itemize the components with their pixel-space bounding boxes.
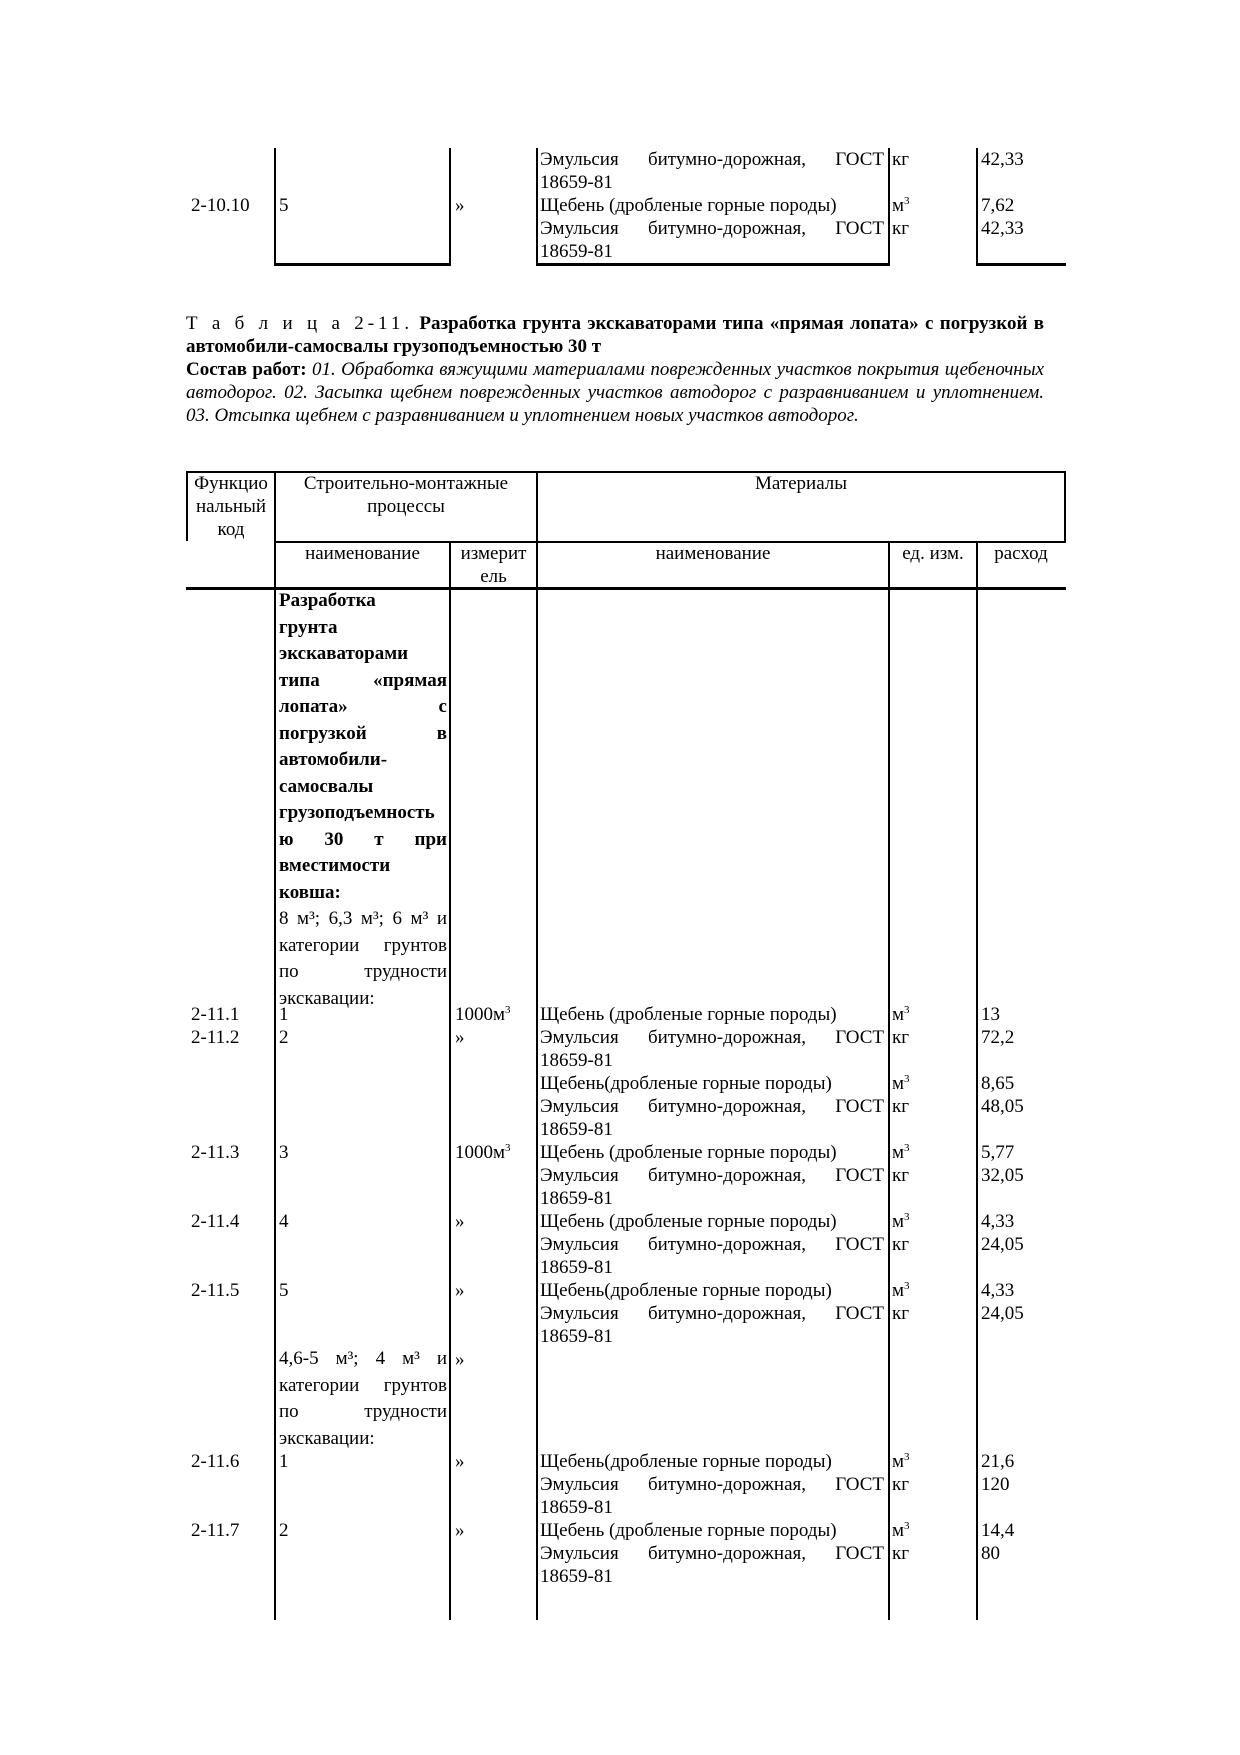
material-amount: 42,33: [981, 218, 1024, 239]
unit-text: м: [892, 1451, 905, 1472]
material-name: 18659-81: [540, 1119, 613, 1140]
divider: [274, 263, 451, 266]
divider: [888, 148, 890, 266]
header-materials: Материалы: [754, 473, 848, 494]
material-name: Щебень (дробленые горные породы): [540, 1211, 837, 1232]
header-text: нальный: [195, 496, 267, 517]
unit-sup: 3: [904, 1211, 910, 1223]
unit-text: 1000м: [455, 1004, 506, 1025]
unit-sup: 3: [904, 1520, 910, 1532]
process-value: 1: [279, 1451, 289, 1472]
section-title-line: автомобили-: [279, 749, 388, 770]
unit-text: м: [892, 1073, 905, 1094]
header-text: Функцио: [194, 473, 268, 494]
row-code: 2-11.6: [191, 1451, 240, 1472]
unit-value: »: [455, 1349, 465, 1370]
section-subtitle-line: экскавации:: [279, 1427, 375, 1449]
material-unit: кг: [892, 1543, 910, 1564]
unit-sup: 3: [505, 1142, 511, 1154]
section-subtitle: [279, 906, 447, 1012]
unit-sup: 3: [904, 1004, 910, 1016]
unit-text: м: [892, 1520, 905, 1541]
row-code: 2-11.7: [191, 1520, 240, 1541]
process-value: 2: [279, 1520, 289, 1541]
material-name: Эмульсия битумно-дорожная, ГОСТ: [540, 1234, 884, 1255]
section-title-line: ю 30 т при: [279, 828, 447, 850]
table-label: Т а б л и ц а 2-11.: [186, 313, 414, 334]
material-unit: кг: [892, 149, 910, 170]
unit-value: »: [455, 1280, 465, 1301]
material-amount: 24,05: [981, 1303, 1024, 1324]
material-name: 18659-81: [540, 1326, 613, 1347]
material-name: Щебень (дробленые горные породы): [540, 1142, 837, 1163]
section-subtitle: [279, 1346, 447, 1452]
material-amount: 8,65: [981, 1073, 1015, 1094]
material-name: Щебень(дробленые горные породы): [540, 1073, 832, 1094]
material-name: Щебень (дробленые горные породы): [540, 195, 837, 216]
row-code: 2-11.4: [191, 1211, 240, 1232]
material-name: 18659-81: [540, 1257, 613, 1278]
divider: [536, 148, 538, 266]
material-amount: 7,62: [981, 195, 1015, 216]
section-subtitle-line: экскавации:: [279, 987, 375, 1009]
section-title-line: погрузкой в: [279, 722, 447, 744]
header-proc-unit: [451, 542, 536, 588]
process-value: 2: [279, 1027, 289, 1048]
material-name: 18659-81: [540, 1188, 613, 1209]
header-text: ель: [480, 566, 507, 587]
material-name: 18659-81: [540, 241, 613, 262]
unit-text: м: [892, 1142, 905, 1163]
material-name: 18659-81: [540, 1566, 613, 1587]
material-name: Эмульсия битумно-дорожная, ГОСТ: [540, 149, 884, 170]
unit-value: »: [455, 1451, 465, 1472]
material-name: Эмульсия битумно-дорожная, ГОСТ: [540, 1474, 884, 1495]
material-amount: 21,6: [981, 1451, 1015, 1472]
material-name: Эмульсия битумно-дорожная, ГОСТ: [540, 218, 884, 239]
material-unit: кг: [892, 1165, 910, 1186]
section-subtitle-line: 8 м³; 6,3 м³; 6 м³ и: [279, 908, 447, 929]
unit-sup: 3: [904, 1280, 910, 1292]
material-amount: 24,05: [981, 1234, 1024, 1255]
material-name: Щебень (дробленые горные породы): [540, 1004, 837, 1025]
material-unit: [892, 1072, 910, 1095]
divider: [976, 263, 1066, 266]
unit-text: м: [892, 195, 905, 216]
material-unit: кг: [892, 218, 910, 239]
header-text: процессы: [367, 496, 445, 517]
section-title-line: самосвалы: [279, 775, 374, 797]
material-name: Эмульсия битумно-дорожная, ГОСТ: [540, 1027, 884, 1048]
unit-text: м: [892, 1004, 905, 1025]
material-unit: [892, 194, 910, 217]
divider: [274, 148, 276, 266]
process-value: 1: [279, 1004, 289, 1025]
material-unit: [892, 1210, 910, 1233]
material-unit: [892, 1003, 910, 1026]
unit-value: [455, 1003, 511, 1026]
unit-sup: 3: [904, 1142, 910, 1154]
material-amount: 4,33: [981, 1211, 1015, 1232]
row-code: 2-11.5: [191, 1280, 240, 1301]
material-name: 18659-81: [540, 1050, 613, 1071]
unit-value: »: [455, 1027, 465, 1048]
material-name: Эмульсия битумно-дорожная, ГОСТ: [540, 1096, 884, 1117]
material-amount: 120: [981, 1474, 1010, 1495]
unit-text: м: [892, 1280, 905, 1301]
material-amount: 80: [981, 1543, 1000, 1564]
unit-value: »: [455, 1211, 465, 1232]
header-text: Строительно-монтажные: [303, 473, 509, 494]
header-text: код: [217, 519, 245, 540]
material-unit: кг: [892, 1027, 910, 1048]
material-unit: кг: [892, 1303, 910, 1324]
row-code: 2-11.2: [191, 1027, 240, 1048]
header-mat-name: наименование: [655, 543, 771, 564]
divider: [976, 541, 978, 1620]
material-amount: 5,77: [981, 1142, 1015, 1163]
material-unit: [892, 1450, 910, 1473]
section-title-line: ковша:: [279, 881, 341, 903]
material-amount: 48,05: [981, 1096, 1024, 1117]
material-unit: кг: [892, 1474, 910, 1495]
table-caption: [186, 312, 1044, 427]
unit-text: м: [892, 1211, 905, 1232]
row-code: 2-11.1: [191, 1004, 240, 1025]
header-proc-name: наименование: [305, 543, 420, 564]
divider: [888, 541, 890, 1620]
material-amount: 32,05: [981, 1165, 1024, 1186]
material-amount: 4,33: [981, 1280, 1015, 1301]
section-title-line: грузоподъемность: [279, 802, 435, 823]
header-func-code: [188, 472, 274, 541]
process-value: 4: [279, 1211, 289, 1232]
work-label: Состав работ:: [186, 359, 307, 380]
header-processes: [276, 472, 536, 518]
material-name: Щебень(дробленые горные породы): [540, 1280, 832, 1301]
divider: [274, 471, 276, 1620]
process-value: 3: [279, 1142, 289, 1163]
material-name: 18659-81: [540, 1497, 613, 1518]
header-mat-amount: расход: [994, 543, 1048, 564]
divider: [449, 148, 451, 266]
process-value: 5: [279, 1280, 289, 1301]
section-subtitle-line: по трудности: [279, 1401, 447, 1422]
section-subtitle-line: категории грунтов: [279, 1374, 447, 1396]
section-subtitle-line: 4,6-5 м³; 4 м³ и: [279, 1348, 447, 1369]
header-mat-unit: ед. изм.: [902, 543, 964, 564]
section-title-line: Разработка: [279, 590, 376, 611]
section-title: [279, 588, 447, 906]
material-amount: 42,33: [981, 149, 1024, 170]
section-title-line: лопата» с: [279, 696, 447, 717]
material-amount: 13: [981, 1004, 1000, 1025]
unit-sup: 3: [505, 1004, 511, 1016]
divider: [449, 541, 451, 1620]
material-name: Эмульсия битумно-дорожная, ГОСТ: [540, 1543, 884, 1564]
unit-sup: 3: [904, 1073, 910, 1085]
unit-sup: 3: [904, 195, 910, 207]
section-subtitle-line: по трудности: [279, 961, 447, 982]
material-amount: 72,2: [981, 1027, 1015, 1048]
material-name: Щебень(дробленые горные породы): [540, 1451, 832, 1472]
section-title-line: типа «прямая: [279, 669, 447, 691]
material-amount: 14,4: [981, 1520, 1015, 1541]
table-title: Разработка грунта экскаваторами типа «прямая лопата» с погрузкой в автомобили-самосвалы грузоподъемностью 30 т: [186, 313, 1044, 357]
material-unit: кг: [892, 1234, 910, 1255]
work-description: 01. Обработка вяжущими материалами поврежденных участков покрытия щебеночных автодорог. 02. Засыпка щебнем поврежденных участков автодорог с разравниванием и уплотнением. 03. Отсыпка щебнем с разравниванием и уплотнением новых участков автодорог.: [186, 359, 1044, 426]
row-code: 2-11.3: [191, 1142, 240, 1163]
divider: [536, 471, 538, 1620]
section-title-line: грунта: [279, 616, 338, 638]
section-subtitle-line: категории грунтов: [279, 934, 447, 956]
material-unit: [892, 1519, 910, 1542]
material-unit: кг: [892, 1096, 910, 1117]
material-name: Эмульсия битумно-дорожная, ГОСТ: [540, 1303, 884, 1324]
unit-value: [455, 1141, 511, 1164]
unit-text: 1000м: [455, 1142, 506, 1163]
process-value: 5: [279, 195, 289, 216]
divider: [536, 263, 890, 266]
unit-value: »: [455, 1520, 465, 1541]
header-text: измерит: [460, 543, 527, 564]
section-title-line: вместимости: [279, 855, 391, 876]
material-name: Эмульсия битумно-дорожная, ГОСТ: [540, 1165, 884, 1186]
section-title-line: экскаваторами: [279, 643, 409, 664]
unit-sup: 3: [904, 1451, 910, 1463]
material-unit: [892, 1141, 910, 1164]
material-name: 18659-81: [540, 172, 613, 193]
material-name: Щебень (дробленые горные породы): [540, 1520, 837, 1541]
divider: [976, 148, 978, 266]
material-unit: [892, 1279, 910, 1302]
unit-value: »: [455, 195, 465, 216]
row-code: 2-10.10: [191, 195, 250, 216]
divider: [1064, 471, 1066, 543]
